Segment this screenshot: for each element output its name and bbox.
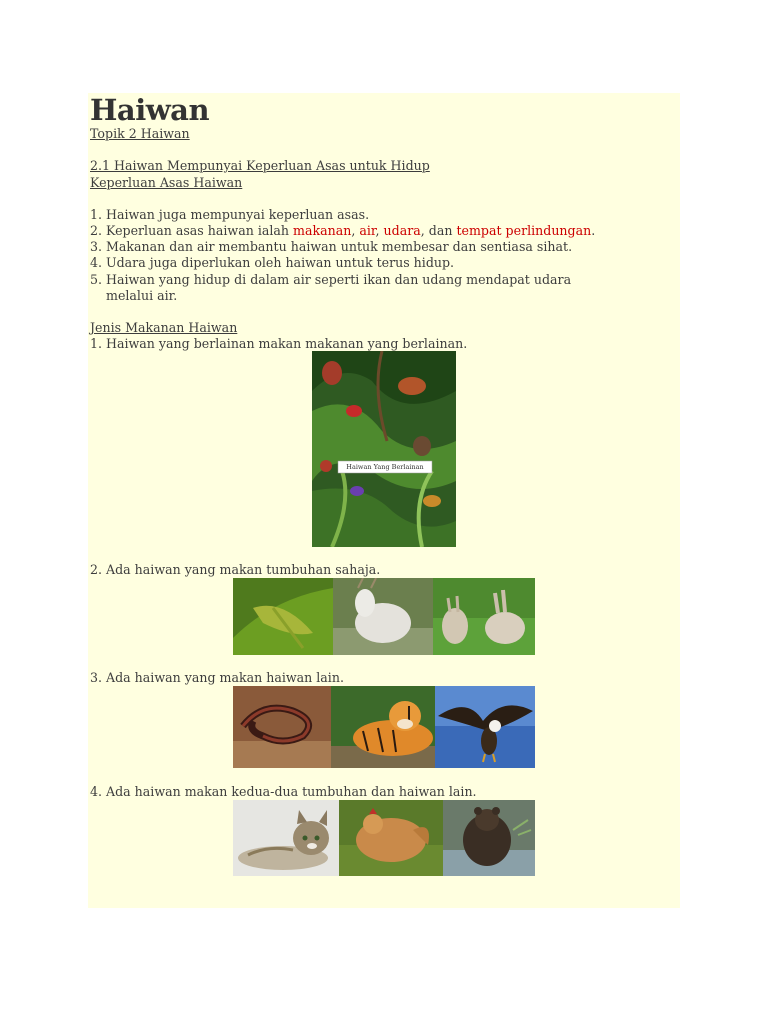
list-number: 4. xyxy=(90,784,103,799)
list-number: 2. xyxy=(90,562,103,577)
list-text: Makanan dan air membantu haiwan untuk membesar dan sentiasa sihat. xyxy=(106,239,573,254)
list-text: Ada haiwan yang makan tumbuhan sahaja. xyxy=(106,562,381,577)
section-heading: 2.1 Haiwan Mempunyai Keperluan Asas untuk Hidup xyxy=(90,158,430,173)
list-text: Haiwan juga mempunyai keperluan asas. xyxy=(106,207,370,222)
list-item xyxy=(90,670,344,686)
list-number: 3. xyxy=(90,670,103,685)
list-item xyxy=(90,223,595,239)
document-page xyxy=(88,93,680,908)
separator: . xyxy=(591,223,596,238)
list-text: Haiwan yang berlainan makan makanan yang berlainan. xyxy=(106,336,468,351)
list-item xyxy=(90,784,477,800)
list-item xyxy=(90,562,380,578)
separator: , xyxy=(375,223,384,238)
highlight-makanan: makanan xyxy=(293,223,352,238)
list-item xyxy=(90,336,467,352)
list-text: Ada haiwan yang makan haiwan lain. xyxy=(106,670,344,685)
list-item xyxy=(90,272,571,288)
list-item xyxy=(90,207,369,223)
jungle-poster-image xyxy=(312,351,456,547)
separator: , dan xyxy=(420,223,457,238)
topic-link[interactable]: Topik 2 Haiwan xyxy=(90,126,190,141)
list-item-continuation: melalui air. xyxy=(106,288,178,303)
list-text: Haiwan yang hidup di dalam air seperti ikan dan udang mendapat udara xyxy=(106,272,572,287)
carnivores-image-strip xyxy=(233,686,535,768)
highlight-tempat-perlindungan: tempat perlindungan xyxy=(456,223,592,238)
highlight-udara: udara xyxy=(383,223,421,238)
herbivores-image-strip xyxy=(233,578,535,655)
list-number: 5. xyxy=(90,272,103,287)
list-item xyxy=(90,255,454,271)
list-number: 1. xyxy=(90,207,103,222)
poster-caption: Haiwan Yang Berlainan xyxy=(346,463,424,471)
separator: , xyxy=(351,223,360,238)
list-text: Ada haiwan makan kedua-dua tumbuhan dan haiwan lain. xyxy=(106,784,477,799)
list-item xyxy=(90,239,572,255)
highlight-air: air xyxy=(359,223,376,238)
list-text: Udara juga diperlukan oleh haiwan untuk terus hidup. xyxy=(106,255,455,270)
food-heading: Jenis Makanan Haiwan xyxy=(90,320,238,335)
list-number: 4. xyxy=(90,255,103,270)
omnivores-image-strip xyxy=(233,800,535,876)
page-title: Haiwan xyxy=(90,93,210,127)
list-text: Keperluan asas haiwan ialah xyxy=(106,223,293,238)
list-number: 2. xyxy=(90,223,103,238)
list-number: 3. xyxy=(90,239,103,254)
subsection-heading: Keperluan Asas Haiwan xyxy=(90,175,243,190)
list-number: 1. xyxy=(90,336,103,351)
